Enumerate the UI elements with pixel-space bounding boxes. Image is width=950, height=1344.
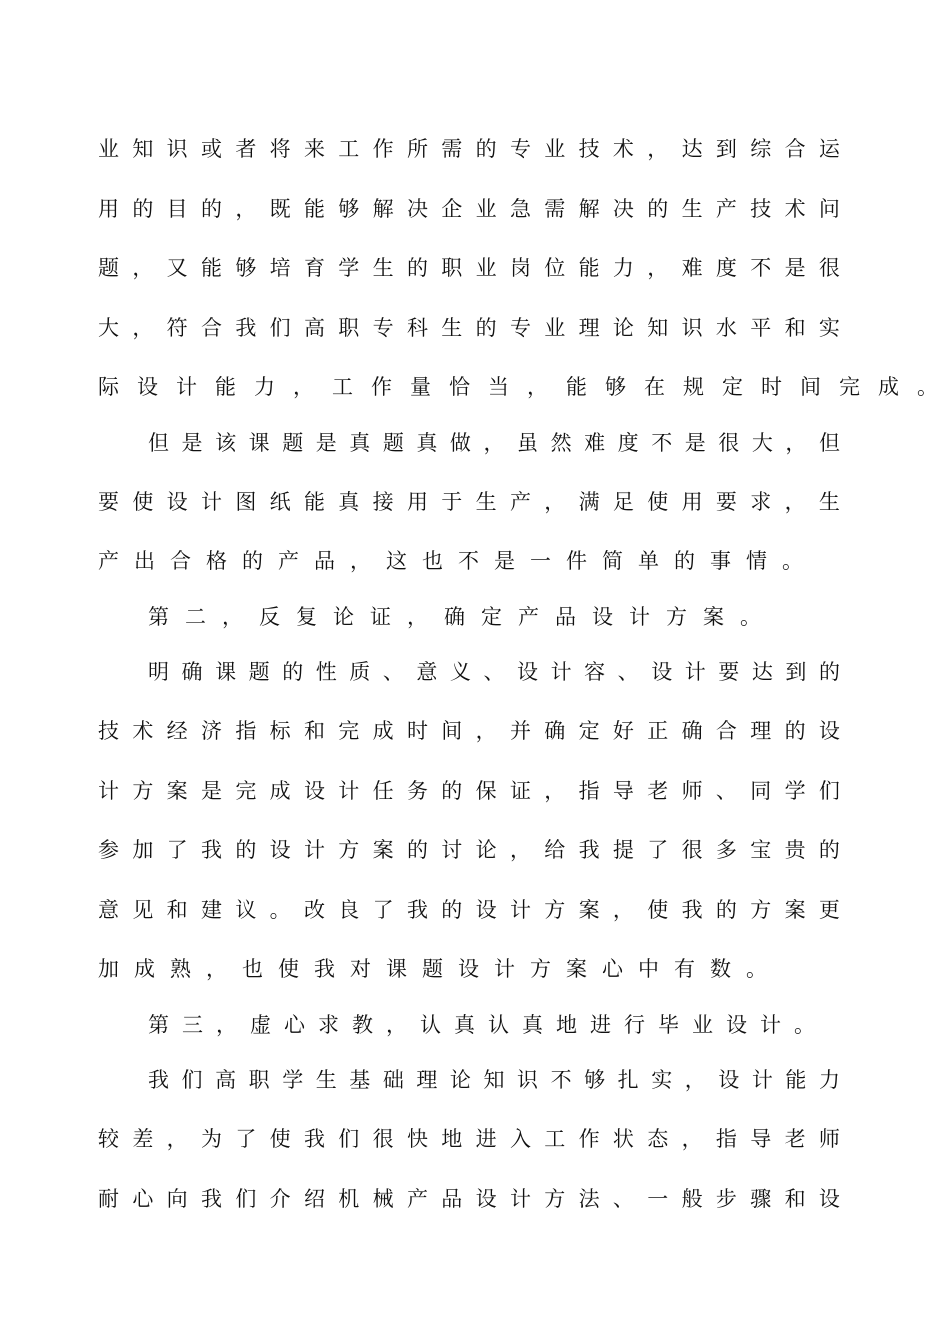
text-line: 加 成 熟 ， 也 使 我 对 课 题 设 计 方 案 心 中 有 数 。: [98, 957, 767, 981]
text-line: 参 加 了 我 的 设 计 方 案 的 讨 论 ， 给 我 提 了 很 多 宝 贵 的: [98, 838, 840, 862]
text-line: 题 ， 又 能 够 培 育 学 生 的 职 业 岗 位 能 力 ， 难 度 不 是 很: [98, 256, 840, 280]
text-line: 明 确 课 题 的 性 质 、 意 义 、 设 计 容 、 设 计 要 达 到 的: [148, 660, 840, 684]
text-line: 技 术 经 济 指 标 和 完 成 时 间 ， 并 确 定 好 正 确 合 理 的 设: [98, 719, 840, 743]
text-line: 耐 心 向 我 们 介 绍 机 械 产 品 设 计 方 法 、 一 般 步 骤 和 设: [98, 1187, 840, 1211]
text-line: 第 三 ， 虚 心 求 教 ， 认 真 认 真 地 进 行 毕 业 设 计 。: [148, 1013, 815, 1037]
text-line: 我 们 高 职 学 生 基 础 理 论 知 识 不 够 扎 实 ， 设 计 能 力: [148, 1068, 840, 1092]
text-line: 计 方 案 是 完 成 设 计 任 务 的 保 证 ， 指 导 老 师 、 同 学 们: [98, 779, 840, 803]
text-line: 意 见 和 建 议 。 改 良 了 我 的 设 计 方 案 ， 使 我 的 方 案 更: [98, 898, 840, 922]
text-line: 但 是 该 课 题 是 真 题 真 做 ， 虽 然 难 度 不 是 很 大 ， 但: [148, 431, 840, 455]
text-line: 较 差 ， 为 了 使 我 们 很 快 地 进 入 工 作 状 态 ， 指 导 老 师: [98, 1127, 840, 1151]
text-line: 第 二 ， 反 复 论 证 ， 确 定 产 品 设 计 方 案 。: [148, 605, 761, 629]
text-line: 用 的 目 的 ， 既 能 够 解 决 企 业 急 需 解 决 的 生 产 技 术 问: [98, 197, 840, 221]
text-line: 大 ， 符 合 我 们 高 职 专 科 生 的 专 业 理 论 知 识 水 平 和 实: [98, 316, 840, 340]
text-line: 要 使 设 计 图 纸 能 真 接 用 于 生 产 ， 满 足 使 用 要 求 ， 生: [98, 490, 840, 514]
text-line: 业 知 识 或 者 将 来 工 作 所 需 的 专 业 技 术 ， 达 到 综 合 运: [98, 137, 840, 161]
text-line: 际 设 计 能 力 ， 工 作 量 恰 当 ， 能 够 在 规 定 时 间 完 成 。: [98, 375, 938, 399]
text-line: 产 出 合 格 的 产 品 ， 这 也 不 是 一 件 简 单 的 事 情 。: [98, 549, 803, 573]
